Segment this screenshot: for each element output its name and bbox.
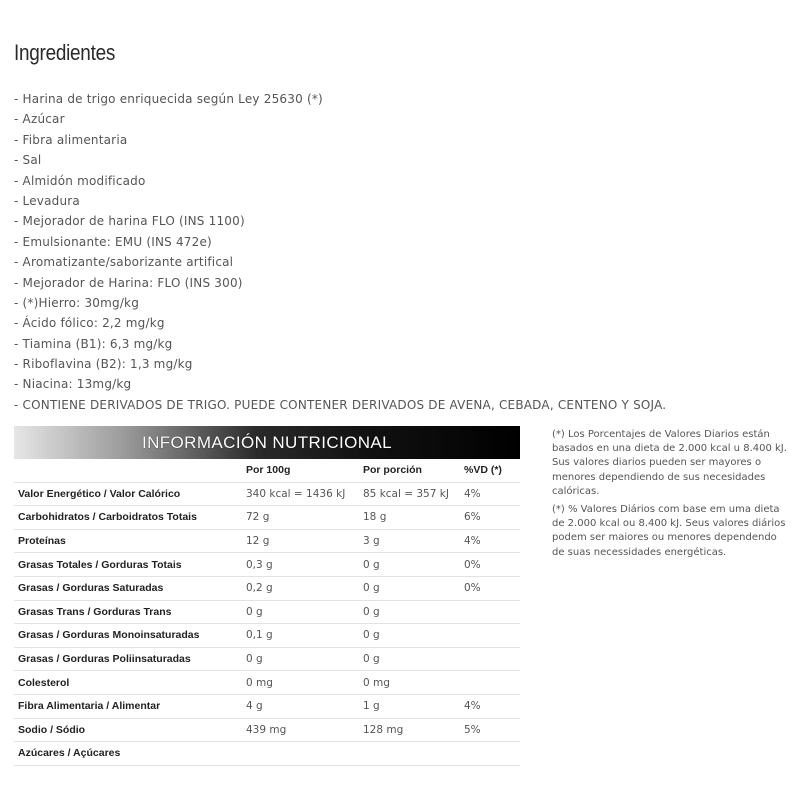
nutrition-table [14, 459, 520, 766]
per-portion-value: 18 g [363, 506, 464, 530]
ingredient-item: - Niacina: 13mg/kg [14, 377, 132, 392]
per-portion-value: 1 g [363, 694, 464, 718]
column-header: Por porción [363, 459, 464, 482]
nutrient-name: Proteínas [14, 529, 246, 553]
table-row [14, 647, 520, 671]
per-portion-value: 0 g [363, 647, 464, 671]
daily-value-percent: 5% [464, 718, 520, 742]
per-portion-value: 3 g [363, 529, 464, 553]
daily-value-percent [464, 742, 520, 766]
nutrient-name: Valor Energético / Valor Calórico [14, 482, 246, 506]
ingredient-item: - Mejorador de Harina: FLO (INS 300) [14, 275, 243, 290]
ingredient-item: - Tiamina (B1): 6,3 mg/kg [14, 336, 173, 351]
per-100g-value [246, 742, 363, 766]
ingredient-item: - Sal [14, 153, 42, 168]
ingredient-item: - (*)Hierro: 30mg/kg [14, 295, 140, 310]
nutrient-name: Colesterol [14, 671, 246, 695]
nutrient-name: Grasas Totales / Gorduras Totais [14, 553, 246, 577]
daily-value-percent: 0% [464, 553, 520, 577]
nutrient-name: Grasas / Gorduras Poliinsaturadas [14, 647, 246, 671]
per-100g-value: 4 g [246, 694, 363, 718]
per-100g-value: 340 kcal = 1436 kJ [246, 482, 363, 506]
ingredient-item: - Riboflavina (B2): 1,3 mg/kg [14, 357, 193, 372]
daily-value-percent [464, 647, 520, 671]
per-portion-value: 0 g [363, 553, 464, 577]
per-portion-value: 0 g [363, 600, 464, 624]
ingredient-item: - Levadura [14, 193, 80, 208]
table-row [14, 671, 520, 695]
table-row [14, 529, 520, 553]
daily-value-percent: 6% [464, 506, 520, 530]
per-portion-value: 85 kcal = 357 kJ [363, 482, 464, 506]
nutrition-table-panel [14, 426, 520, 766]
nutrient-name: Fibra Alimentaria / Alimentar [14, 694, 246, 718]
table-row [14, 742, 520, 766]
daily-value-percent: 4% [464, 529, 520, 553]
column-header [14, 459, 246, 482]
daily-value-percent: 4% [464, 482, 520, 506]
ingredient-item: - Aromatizante/saborizante artifical [14, 255, 234, 270]
note-portuguese: (*) % Valores Diários com base em uma dieta de 2.000 kcal ou 8.400 kJ. Seus valores diários podem ser maiores ou menores dependendo de suas necessidades energéticas. [552, 504, 786, 558]
nutrient-name: Grasas / Gorduras Saturadas [14, 576, 246, 600]
daily-value-notes [552, 428, 792, 564]
ingredient-item: - CONTIENE DERIVADOS DE TRIGO. PUEDE CONTENER DERIVADOS DE AVENA, CEBADA, CENTENO Y SOJA. [14, 397, 667, 412]
ingredients-list [14, 89, 666, 415]
per-100g-value: 0,3 g [246, 553, 363, 577]
column-header: %VD (*) [464, 459, 520, 482]
per-100g-value: 0 g [246, 600, 363, 624]
nutrient-name: Grasas Trans / Gorduras Trans [14, 600, 246, 624]
per-100g-value: 12 g [246, 529, 363, 553]
daily-value-percent [464, 671, 520, 695]
per-100g-value: 72 g [246, 506, 363, 530]
nutrient-name: Sodio / Sódio [14, 718, 246, 742]
nutrient-name: Carbohidratos / Carboidratos Totais [14, 506, 246, 530]
nutrition-table-title: INFORMACIÓN NUTRICIONAL [141, 432, 393, 452]
per-portion-value: 128 mg [363, 718, 464, 742]
table-row [14, 576, 520, 600]
daily-value-percent: 0% [464, 576, 520, 600]
table-row [14, 624, 520, 648]
ingredient-item: - Almidón modificado [14, 173, 146, 188]
per-portion-value [363, 742, 464, 766]
daily-value-percent: 4% [464, 694, 520, 718]
per-portion-value: 0 mg [363, 671, 464, 695]
per-100g-value: 0,2 g [246, 576, 363, 600]
table-row [14, 694, 520, 718]
nutrient-name: Grasas / Gorduras Monoinsaturadas [14, 624, 246, 648]
per-100g-value: 0,1 g [246, 624, 363, 648]
daily-value-percent [464, 624, 520, 648]
table-header-row [14, 459, 520, 482]
ingredient-item: - Azúcar [14, 112, 65, 127]
per-portion-value: 0 g [363, 576, 464, 600]
ingredient-item: - Mejorador de harina FLO (INS 1100) [14, 214, 245, 229]
ingredient-item: - Ácido fólico: 2,2 mg/kg [14, 316, 165, 331]
table-row [14, 600, 520, 624]
per-100g-value: 0 mg [246, 671, 363, 695]
ingredient-item: - Emulsionante: EMU (INS 472e) [14, 234, 212, 249]
table-row [14, 482, 520, 506]
ingredient-item: - Fibra alimentaria [14, 132, 128, 147]
table-row [14, 553, 520, 577]
column-header: Por 100g [246, 459, 363, 482]
per-100g-value: 0 g [246, 647, 363, 671]
nutrition-table-header [14, 426, 520, 459]
nutrient-name: Azúcares / Açúcares [14, 742, 246, 766]
note-spanish: (*) Los Porcentajes de Valores Diarios están basados en una dieta de 2.000 kcal u 8.400 kJ. Sus valores diarios pueden ser mayores o menores dependiendo de sus necesidades calóricas. [552, 429, 787, 497]
page-title: Ingredientes [14, 40, 116, 65]
ingredient-item: - Harina de trigo enriquecida según Ley 25630 (*) [14, 92, 323, 106]
table-row [14, 718, 520, 742]
per-100g-value: 439 mg [246, 718, 363, 742]
daily-value-percent [464, 600, 520, 624]
per-portion-value: 0 g [363, 624, 464, 648]
table-row [14, 506, 520, 530]
